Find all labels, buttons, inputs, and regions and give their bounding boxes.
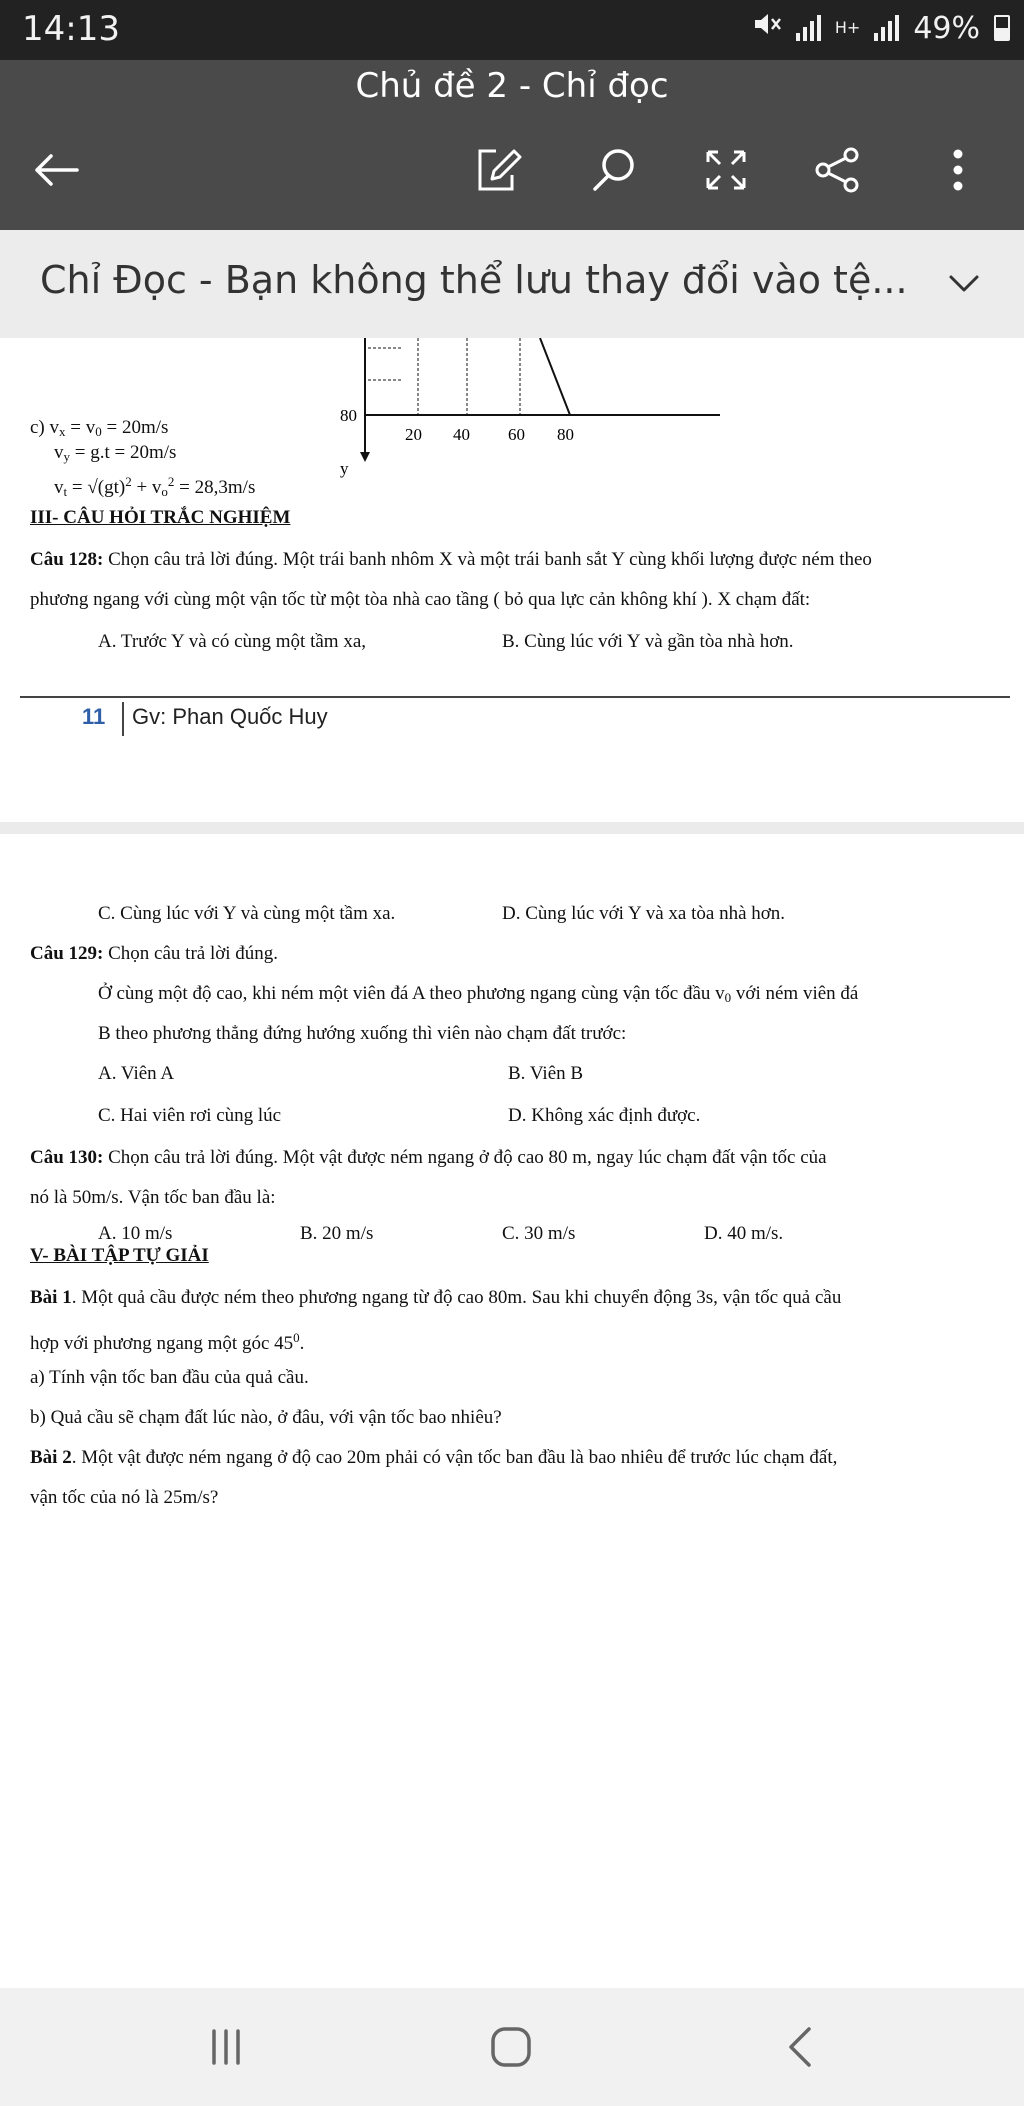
recent-apps-button[interactable] <box>186 2012 266 2082</box>
status-icons <box>752 10 1010 46</box>
exercise-1-cont: hợp với phương ngang một góc $45^0$. <box>30 1330 305 1354</box>
share-button[interactable] <box>802 134 874 206</box>
graph-x-tick: 60 <box>508 425 525 444</box>
more-options-button[interactable] <box>922 134 994 206</box>
graph-y-tick: 80 <box>340 406 357 425</box>
expand-banner-button[interactable] <box>940 260 988 308</box>
exercise-1-a: a) Tính vận tốc ban đầu của quả cầu. <box>30 1367 309 1388</box>
share-icon <box>813 145 863 195</box>
home-button[interactable] <box>471 2012 551 2082</box>
nav-back-button[interactable] <box>760 2012 840 2082</box>
answer-129-c: C. Hai viên rơi cùng lúc <box>98 1105 282 1126</box>
more-vert-icon <box>948 146 968 194</box>
document-title: Chủ đề 2 - Chỉ đọc <box>355 66 669 106</box>
edit-button[interactable] <box>463 134 535 206</box>
search-button[interactable] <box>578 134 650 206</box>
section-heading-5: V- BÀI TẬP TỰ GIẢI <box>30 1245 209 1266</box>
home-icon <box>489 2025 533 2069</box>
fullscreen-icon <box>702 146 750 194</box>
answer-128-a: A. Trước Y và có cùng một tầm xa, <box>98 631 367 652</box>
trajectory-graph <box>340 338 740 478</box>
equation-vt: $v_t = √(gt)^2 + v_o^2 = 28,3m/s$ <box>54 474 256 499</box>
question-128: Câu 128: Chọn câu trả lời đúng. Một trái banh nhôm X và một trái banh sắt Y cùng khối lượng được ném theo <box>30 549 872 570</box>
answer-130-a: A. 10 m/s <box>98 1223 173 1244</box>
back-arrow-icon <box>31 150 81 190</box>
page-number: 11 <box>82 704 106 729</box>
question-129-body-2: B theo phương thẳng đứng hướng xuống thì viên nào chạm đất trước: <box>98 1023 627 1044</box>
exercise-2-cont: vận tốc của nó là 25m/s? <box>30 1487 219 1508</box>
status-bar <box>0 0 1024 60</box>
answer-130-b: B. 20 m/s <box>300 1223 374 1244</box>
signal-icon <box>796 15 821 41</box>
page-separator <box>0 822 1024 834</box>
question-130-cont: nó là 50m/s. Vận tốc ban đầu là: <box>30 1187 276 1208</box>
footer-teacher: Gv: Phan Quốc Huy <box>132 704 328 729</box>
answer-129-a: A. Viên A <box>98 1063 175 1084</box>
answer-128-c: C. Cùng lúc với Y và cùng một tầm xa. <box>98 903 396 924</box>
graph-x-tick: 20 <box>405 425 422 444</box>
recent-apps-icon <box>206 2027 246 2067</box>
signal-icon-2 <box>874 15 899 41</box>
question-129: Câu 129: Chọn câu trả lời đúng. <box>30 943 279 964</box>
answer-129-d: D. Không xác định được. <box>508 1105 701 1126</box>
question-128-cont: phương ngang với cùng một vận tốc từ một tòa nhà cao tầng ( bỏ qua lực cản không khí ). X chạm đất: <box>30 589 811 610</box>
answer-130-d: D. 40 m/s. <box>704 1223 784 1244</box>
footer-divider <box>122 702 124 736</box>
search-icon <box>589 145 639 195</box>
graph-x-tick: 40 <box>453 425 470 444</box>
exercise-1: Bài 1. Một quả cầu được ném theo phương ngang từ độ cao 80m. Sau khi chuyển động 3s, vận tốc quả cầu <box>30 1287 842 1308</box>
edit-icon <box>474 145 524 195</box>
page-footer-rule <box>20 696 1010 698</box>
network-type: H+ <box>834 18 861 37</box>
app-bar <box>0 60 1024 230</box>
exercise-1-b: b) Quả cầu sẽ chạm đất lúc nào, ở đâu, với vận tốc bao nhiêu? <box>30 1407 502 1428</box>
section-heading-3: III- CÂU HỎI TRẮC NGHIỆM <box>30 507 291 528</box>
read-only-banner[interactable] <box>0 230 1024 338</box>
system-nav-bar <box>0 1988 1024 2106</box>
exercise-2: Bài 2. Một vật được ném ngang ở độ cao 20m phải có vận tốc ban đầu là bao nhiêu để trước lúc chạm đất, <box>30 1447 838 1468</box>
answer-128-b: B. Cùng lúc với Y và gần tòa nhà hơn. <box>502 631 794 652</box>
equation-vy: $v_y = g.t = 20m/s$ <box>54 442 177 464</box>
battery-percent: 49% <box>913 10 980 46</box>
chevron-down-icon <box>948 274 980 294</box>
question-130: Câu 130: Chọn câu trả lời đúng. Một vật được ném ngang ở độ cao 80 m, ngay lúc chạm đất vận tốc của <box>30 1147 827 1168</box>
answer-129-b: B. Viên B <box>508 1063 584 1084</box>
graph-x-tick: 80 <box>557 425 574 444</box>
status-time: 14:13 <box>22 9 120 49</box>
back-button[interactable] <box>20 134 92 206</box>
graph-axis-label: y <box>340 459 349 478</box>
answer-128-d: D. Cùng lúc với Y và xa tòa nhà hơn. <box>502 903 786 924</box>
fullscreen-button[interactable] <box>690 134 762 206</box>
document-viewer[interactable] <box>0 338 1024 1988</box>
back-icon <box>785 2025 815 2069</box>
battery-icon <box>994 15 1010 41</box>
answer-130-c: C. 30 m/s <box>502 1223 576 1244</box>
read-only-message: Chỉ Đọc - Bạn không thể lưu thay đổi vào tệ... <box>40 258 908 302</box>
equation-vx: c) $v_x = v_0 = 20m/s$ <box>30 417 169 439</box>
question-129-body: Ở cùng một độ cao, khi ném một viên đá A theo phương ngang cùng vận tốc đầu $v_0$ với ném viên đá <box>98 983 859 1005</box>
mute-icon <box>752 10 782 46</box>
